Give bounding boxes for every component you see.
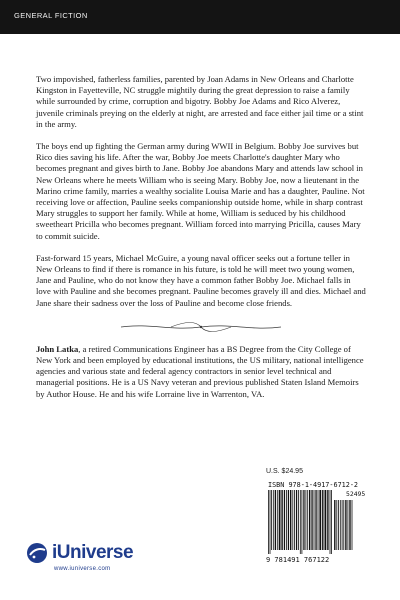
barcode-bar — [322, 490, 323, 550]
iuniverse-logo-icon — [26, 542, 48, 564]
blurb-paragraph-2: The boys end up fighting the German army during WWII in Belgium. Bobby Joe survives but Rico dies saving his life. After the war, Bobby Joe meets Charlotte's daughter Mary who becomes pregnant and gives birth to Jane. Bobby Joe abandons Mary and attends law school in New Orleans where he meets William who is seeing Mary. Bobby Joe, now a lieutenant in the Marino crime family, marries a wealthy socialite Louisa Marie and has a daughter, Pauline. Not receiving love or affection, Pauline seeks companionship outside home, while in sharp contrast Mary struggles to support her family. While at home, William is seduced by his childhood sweetheart Pricilla who becomes pregnant. William forced into marrying Pricilla, causes Mary to commit suicide. — [36, 141, 365, 241]
barcode-bar — [270, 490, 271, 554]
publisher-url: www.iuniverse.com — [54, 566, 111, 572]
barcode-bar — [314, 490, 315, 550]
barcode-bar — [290, 490, 291, 550]
barcode-bar — [345, 500, 346, 550]
genre-bar — [0, 0, 400, 34]
publisher-logo — [26, 540, 146, 584]
barcode-bar — [352, 500, 353, 550]
barcode-bar — [307, 490, 308, 550]
barcode-bar — [296, 490, 297, 550]
ornamental-divider — [111, 320, 291, 334]
barcode-bar — [300, 490, 301, 554]
barcode-bar — [275, 490, 276, 550]
barcode-bar — [286, 490, 287, 550]
barcode-bar — [349, 500, 350, 550]
publisher-name: iUniverse — [52, 542, 134, 563]
barcode-bar — [334, 500, 335, 550]
barcode-block — [262, 478, 380, 574]
barcode-bar — [306, 490, 307, 550]
barcode-bar — [288, 490, 289, 550]
blurb-paragraph-3: Fast-forward 15 years, Michael McGuire, a young naval officer seeks out a fortune teller in New Orleans to find if there is romance in his future, is told he will meet two young women, Jane and Pauline, who do not know they have a common father Bobby Joe. Michael falls in love with Pauline and she becomes pregnant. Pauline becomes gravely ill and dies. Michael and Jane share their sadness over the loss of Pauline and become close friends. — [36, 252, 366, 308]
barcode-bar — [325, 490, 327, 550]
barcode-bar — [309, 490, 310, 550]
barcode-bar — [294, 490, 295, 550]
barcode-bar — [327, 490, 328, 550]
isbn-text: ISBN 978-1-4917-6712-2 — [268, 481, 359, 489]
barcode-bar — [303, 490, 304, 550]
barcode-bar — [277, 490, 278, 550]
barcode-bar — [315, 490, 316, 550]
barcode-bar — [268, 490, 269, 554]
author-bio-text: , a retired Communications Engineer has a BS Degree from the City College of New York and been employed by educational institutions, the US military, national intelligence agencies and various state and federal agency contractors in senior level technical and managerial positions. He is a US Navy veteran and previous published Staten Island Memoirs by Author House. He and his wife Lorraine live in Warrenton, VA. — [36, 343, 364, 399]
barcode-bar — [343, 500, 344, 550]
barcode-bar — [318, 490, 319, 550]
author-bio — [36, 344, 366, 400]
barcode-bar — [336, 500, 337, 550]
blurb-paragraph-1: Two impovished, fatherless families, parented by Joan Adams in New Orleans and Charlotte Kingston in Fayetteville, NC struggle mightily during the great depression to raise a family while surrounded by crime, corruption and bigotry. Bobby Joe Adams and Rico Alverez, juvenile criminals preying on the elderly at night, are arrested and face either jail time or a stint in the army. — [36, 74, 364, 129]
barcode-bar — [330, 490, 331, 554]
genre-label: GENERAL FICTION — [14, 11, 88, 20]
barcode-image — [266, 490, 376, 556]
barcode-bar — [279, 490, 281, 550]
author-name: John Latka — [36, 343, 79, 354]
cover-text — [36, 74, 366, 411]
barcode-bar — [298, 490, 299, 550]
barcode-bar — [292, 490, 293, 550]
barcode-bar — [302, 490, 303, 554]
price-label: U.S. $24.95 — [266, 468, 303, 475]
barcode-addon-digits: 52495 — [346, 490, 366, 498]
barcode-bar — [273, 490, 274, 550]
barcode-bar — [348, 500, 349, 550]
barcode-bar — [311, 490, 312, 550]
barcode-ean-digits: 9 781491 767122 — [266, 556, 330, 564]
barcode-bar — [271, 490, 272, 550]
barcode-bar — [331, 490, 332, 554]
barcode-bar — [338, 500, 339, 550]
barcode-bar — [284, 490, 285, 550]
barcode-bar — [319, 490, 321, 550]
barcode-bar — [342, 500, 343, 550]
barcode-bar — [281, 490, 282, 550]
barcode-bar — [340, 500, 341, 550]
